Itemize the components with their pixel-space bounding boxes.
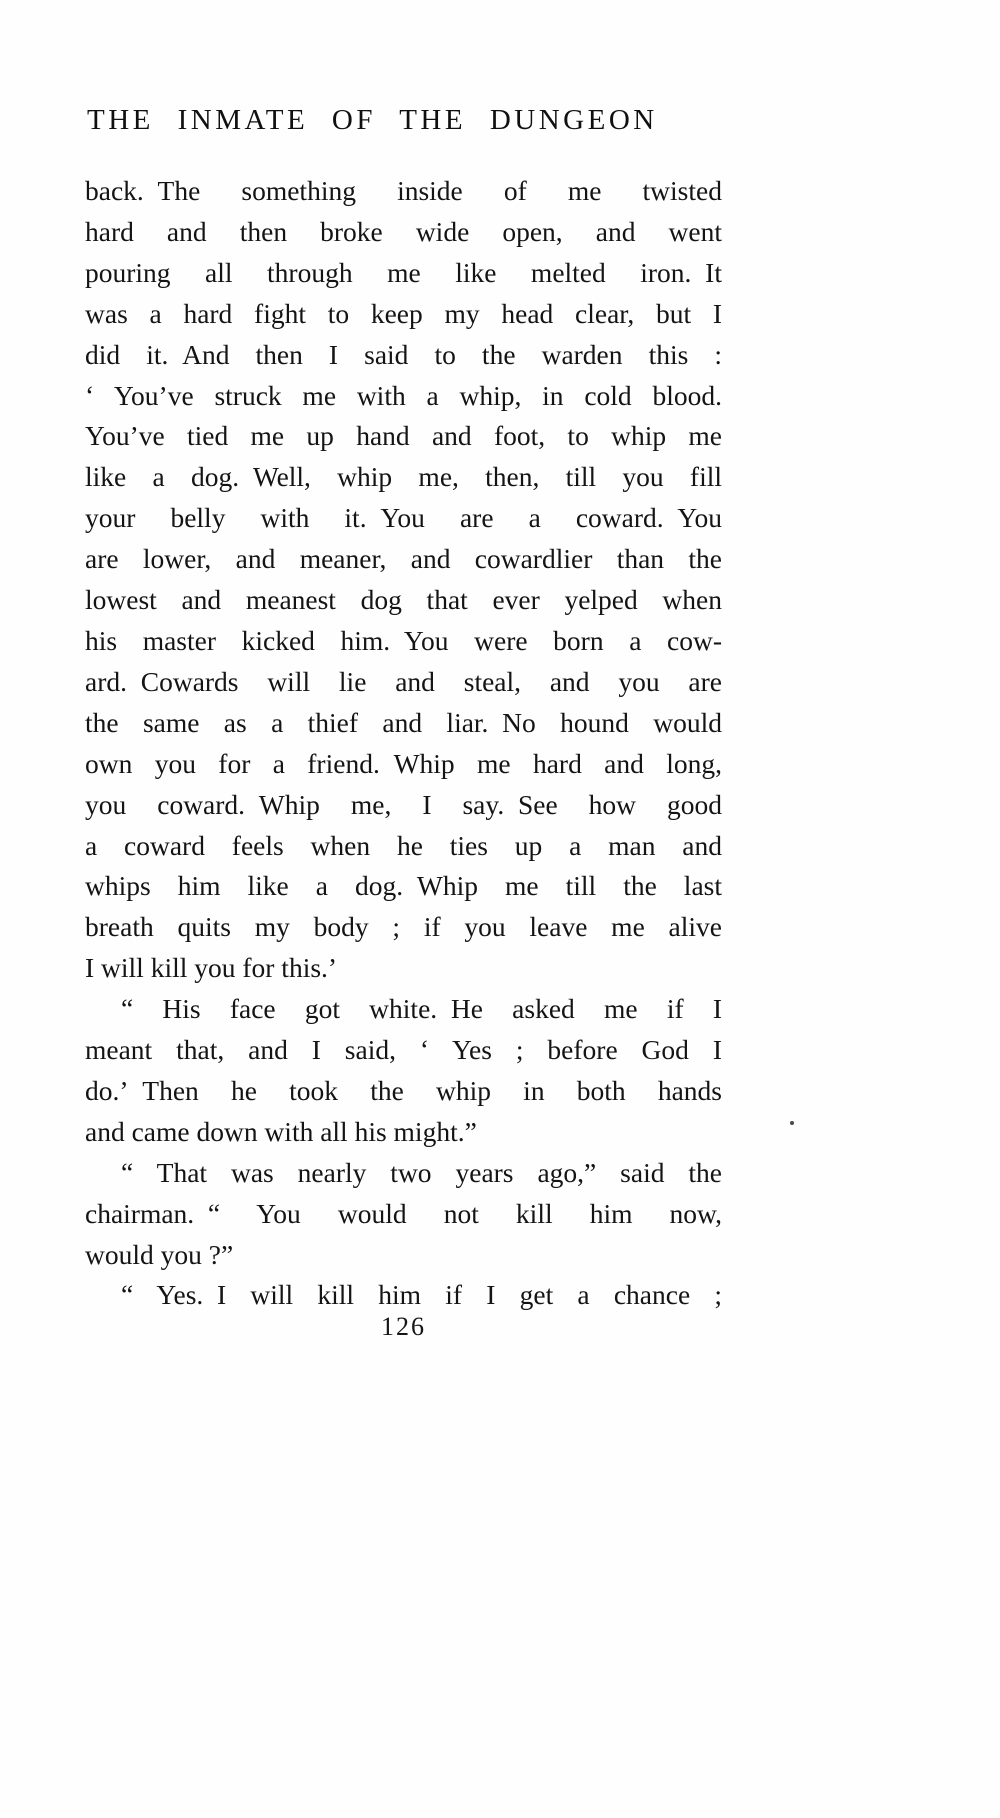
text-line: “ His face got white. He asked me if I <box>121 993 722 1025</box>
text-line: did it. And then I said to the warden this : <box>85 338 722 370</box>
text-line: ard. Cowards will lie and steal, and you are <box>85 665 722 697</box>
text-line: chairman. “ You would not kill him now, <box>85 1197 722 1229</box>
text-line: his master kicked him. You were born a cow- <box>85 624 722 656</box>
text-line: a coward feels when he ties up a man and <box>85 829 722 861</box>
text-line: was a hard fight to keep my head clear, but I <box>85 297 722 329</box>
text-line: your belly with it. You are a coward. You <box>85 502 722 534</box>
running-head-title: THE INMATE OF THE DUNGEON <box>87 104 658 136</box>
ink-speck <box>790 1121 794 1125</box>
text-line: are lower, and meaner, and cowardlier than the <box>85 543 722 575</box>
text-line: “ Yes. I will kill him if I get a chance ; <box>121 1279 722 1311</box>
text-line: lowest and meanest dog that ever yelped when <box>85 584 722 616</box>
text-line: whips him like a dog. Whip me till the last <box>85 870 722 902</box>
text-line: do.’ Then he took the whip in both hands <box>85 1074 722 1106</box>
text-line: meant that, and I said, ‘ Yes ; before God I <box>85 1034 722 1066</box>
text-line: and came down with all his might.” <box>85 1115 477 1147</box>
text-line: you coward. Whip me, I say. See how good <box>85 788 722 820</box>
text-line: like a dog. Well, whip me, then, till you fill <box>85 461 722 493</box>
text-line: hard and then broke wide open, and went <box>85 215 722 247</box>
text-line: the same as a thief and liar. No hound would <box>85 706 722 738</box>
text-line: own you for a friend. Whip me hard and long, <box>85 747 722 779</box>
page-number: 126 <box>381 1312 426 1341</box>
text-line: ‘ You’ve struck me with a whip, in cold blood. <box>85 379 722 411</box>
text-line: You’ve tied me up hand and foot, to whip me <box>85 420 722 452</box>
text-line: pouring all through me like melted iron. It <box>85 256 722 288</box>
text-line: I will kill you for this.’ <box>85 952 338 984</box>
text-line: back. The something inside of me twisted <box>85 175 722 206</box>
text-line: breath quits my body ; if you leave me alive <box>85 911 722 943</box>
text-line: “ That was nearly two years ago,” said the <box>121 1156 722 1188</box>
body-text-block <box>85 171 722 1316</box>
text-line: would you ?” <box>85 1238 234 1270</box>
